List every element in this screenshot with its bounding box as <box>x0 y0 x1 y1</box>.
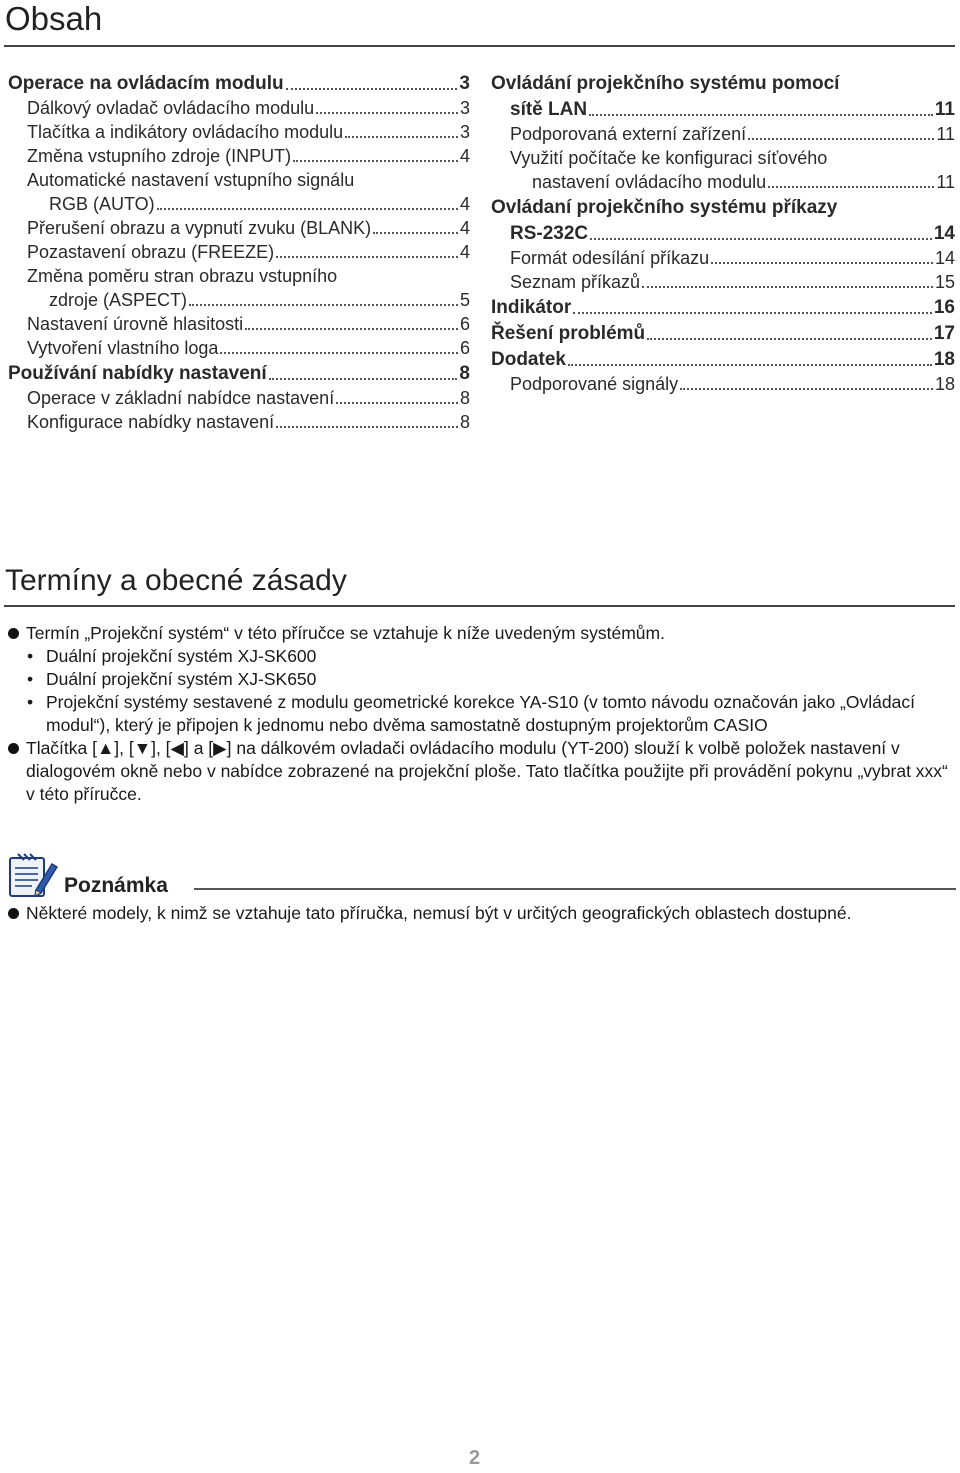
toc-dot-leader <box>189 304 458 306</box>
toc-entry-page: 4 <box>459 218 470 238</box>
toc-entry[interactable] <box>8 96 470 120</box>
toc-entry-page: 18 <box>933 349 955 370</box>
sub-bullet-mark: • <box>27 669 34 689</box>
toc-entry[interactable] <box>8 362 470 386</box>
toc-entry-label: Automatické nastavení vstupního signálu <box>27 170 355 190</box>
toc-dot-leader <box>269 378 458 380</box>
toc-entry[interactable] <box>8 144 470 168</box>
title-rule <box>4 45 955 47</box>
toc-entry-label: Vytvoření vlastního loga <box>27 338 219 358</box>
toc-dot-leader <box>373 232 458 234</box>
toc-dot-leader <box>768 186 934 188</box>
toc-entry-label: Podporované signály <box>510 374 679 394</box>
toc-left-column <box>8 70 470 434</box>
toc-dot-leader <box>336 402 458 404</box>
bullet-item <box>8 622 953 645</box>
toc-entry-label: Využití počítače ke konfiguraci síťového <box>510 148 828 168</box>
toc-dot-leader <box>316 112 458 114</box>
toc-entry-label: Změna vstupního zdroje (INPUT) <box>27 146 292 166</box>
toc-entry[interactable] <box>8 410 470 434</box>
section-title-terms: Termíny a obecné zásady <box>5 564 347 597</box>
toc-entry-label: RGB (AUTO) <box>49 194 155 214</box>
toc-entry[interactable] <box>491 246 955 270</box>
toc-entry[interactable] <box>8 216 470 240</box>
toc-entry[interactable] <box>8 192 470 216</box>
toc-entry-label: Podporovaná externí zařízení <box>510 124 747 144</box>
toc-entry-label: Řešení problémů <box>491 323 646 344</box>
toc-entry-label: Nastavení úrovně hlasitosti <box>27 314 244 334</box>
bullet-item <box>8 737 953 806</box>
toc-entry[interactable] <box>491 196 955 220</box>
toc-entry[interactable] <box>491 270 955 294</box>
toc-entry[interactable] <box>491 170 955 194</box>
toc-dot-leader <box>220 352 458 354</box>
toc-entry-label: Tlačítka a indikátory ovládacího modulu <box>27 122 344 142</box>
note-bullets <box>8 902 953 925</box>
toc-dot-leader <box>748 138 934 140</box>
toc-entry-label: Přerušení obrazu a vypnutí zvuku (BLANK) <box>27 218 372 238</box>
toc-dot-leader <box>286 88 458 90</box>
toc-entry-page: 3 <box>459 122 470 142</box>
toc-entry[interactable] <box>491 72 955 96</box>
toc-entry-label: Změna poměru stran obrazu vstupního <box>27 266 338 286</box>
toc-entry-page: 17 <box>933 323 955 344</box>
note-rule <box>194 888 956 890</box>
toc-entry-label: nastavení ovládacího modulu <box>532 172 767 192</box>
toc-entry[interactable] <box>8 288 470 312</box>
sub-bullet-item <box>8 645 953 668</box>
note-header <box>6 850 956 900</box>
toc-entry-page: 15 <box>934 272 955 292</box>
notepad-pencil-icon <box>6 850 58 900</box>
sub-bullet-text: Duální projekční systém XJ-SK600 <box>46 646 317 666</box>
sub-bullet-item <box>8 668 953 691</box>
toc-entry-page: 3 <box>459 98 470 118</box>
toc-dot-leader <box>590 238 932 240</box>
toc-entry-page: 5 <box>459 290 470 310</box>
toc-entry-page: 11 <box>934 99 955 120</box>
sub-bullet-item <box>8 691 953 737</box>
page-title: Obsah <box>5 0 103 37</box>
section-rule <box>4 605 955 607</box>
sub-bullet-text: Projekční systémy sestavené z modulu geometrické korekce YA-S10 (v tomto návodu označován jako „Ovládací modul“), který je připojen k jednomu nebo dvěma samostatně dostupným projektorům CASIO <box>46 692 915 735</box>
toc-entry-label: sítě LAN <box>510 99 588 120</box>
terms-bullets <box>8 622 953 806</box>
toc-entry[interactable] <box>491 372 955 396</box>
toc-entry-page: 3 <box>459 73 470 94</box>
toc-dot-leader <box>711 262 933 264</box>
toc-dot-leader <box>245 328 458 330</box>
toc-entry[interactable] <box>8 120 470 144</box>
toc-entry-label: Formát odesílání příkazu <box>510 248 710 268</box>
toc-dot-leader <box>157 208 458 210</box>
toc-entry-label: Ovládaní projekčního systému příkazy <box>491 197 838 218</box>
toc-entry-page: 18 <box>934 374 955 394</box>
toc-right-column <box>491 70 955 396</box>
toc-dot-leader <box>293 160 458 162</box>
note-text: Některé modely, k nimž se vztahuje tato příručka, nemusí být v určitých geografických oblastech dostupné. <box>26 903 852 923</box>
bullet-dot-icon <box>8 743 19 754</box>
toc-dot-leader <box>647 338 932 340</box>
bullet-text: Tlačítka [▲], [▼], [◀] a [▶] na dálkovém ovladači ovládacího modulu (YT-200) slouží k volbě položek nastavení v dialogovém okně nebo v nabídce zobrazené na projekční ploše. Tato tlačítka použijte při provádění pokynu „vybrat xxx“ v této příručce. <box>26 738 948 804</box>
bullet-dot-icon <box>8 628 19 639</box>
toc-entry-label: Operace na ovládacím modulu <box>8 73 284 94</box>
toc-dot-leader <box>642 286 933 288</box>
toc-entry-label: Dálkový ovladač ovládacího modulu <box>27 98 315 118</box>
toc-entry-label: Indikátor <box>491 297 572 318</box>
toc-entry-page: 8 <box>459 412 470 432</box>
toc-entry-page: 4 <box>459 146 470 166</box>
toc-dot-leader <box>680 388 933 390</box>
toc-entry-page: 8 <box>459 363 470 384</box>
toc-dot-leader <box>345 136 458 138</box>
toc-entry-page: 11 <box>936 124 955 144</box>
toc-entry-label: Seznam příkazů <box>510 272 641 292</box>
toc-entry[interactable] <box>8 72 470 96</box>
toc-entry-page: 11 <box>936 172 955 192</box>
note-label: Poznámka <box>64 874 168 897</box>
page-number: 2 <box>469 1447 481 1469</box>
toc-entry-label: Ovládání projekčního systému pomocí <box>491 73 840 94</box>
toc-entry[interactable] <box>8 168 470 192</box>
toc-dot-leader <box>589 114 933 116</box>
toc-entry-label: Operace v základní nabídce nastavení <box>27 388 335 408</box>
toc-dot-leader <box>276 426 458 428</box>
toc-entry-page: 4 <box>459 242 470 262</box>
toc-entry-label: Používání nabídky nastavení <box>8 363 267 384</box>
bullet-item <box>8 902 953 925</box>
toc-entry-label: Konfigurace nabídky nastavení <box>27 412 275 432</box>
toc-entry[interactable] <box>491 146 955 170</box>
toc-entry[interactable] <box>491 322 955 346</box>
sub-bullet-mark: • <box>27 646 34 666</box>
toc-entry[interactable] <box>491 98 955 122</box>
toc-entry-page: 4 <box>459 194 470 214</box>
toc-dot-leader <box>276 256 458 258</box>
toc-entry-label: Pozastavení obrazu (FREEZE) <box>27 242 275 262</box>
toc-dot-leader <box>568 364 932 366</box>
bullet-text: Termín „Projekční systém“ v této příručce se vztahuje k níže uvedeným systémům. <box>26 623 665 643</box>
toc-entry-label: zdroje (ASPECT) <box>49 290 188 310</box>
toc-dot-leader <box>573 312 932 314</box>
toc-entry-page: 6 <box>459 338 470 358</box>
toc-entry-page: 14 <box>934 248 955 268</box>
bullet-dot-icon <box>8 908 19 919</box>
toc-entry[interactable] <box>491 122 955 146</box>
toc-entry-page: 8 <box>459 388 470 408</box>
sub-bullet-text: Duální projekční systém XJ-SK650 <box>46 669 317 689</box>
toc-entry-page: 14 <box>933 223 955 244</box>
sub-bullet-mark: • <box>27 692 34 712</box>
toc-entry-label: RS-232C <box>510 223 589 244</box>
toc-entry[interactable] <box>8 240 470 264</box>
toc-entry[interactable] <box>491 222 955 246</box>
toc-entry-page: 16 <box>933 297 955 318</box>
toc-entry[interactable] <box>8 264 470 288</box>
toc-entry[interactable] <box>8 336 470 360</box>
toc-entry[interactable] <box>8 312 470 336</box>
toc-entry-page: 6 <box>459 314 470 334</box>
toc-entry-label: Dodatek <box>491 349 566 370</box>
toc-entry[interactable] <box>491 348 955 372</box>
toc-entry[interactable] <box>8 386 470 410</box>
toc-entry[interactable] <box>491 296 955 320</box>
